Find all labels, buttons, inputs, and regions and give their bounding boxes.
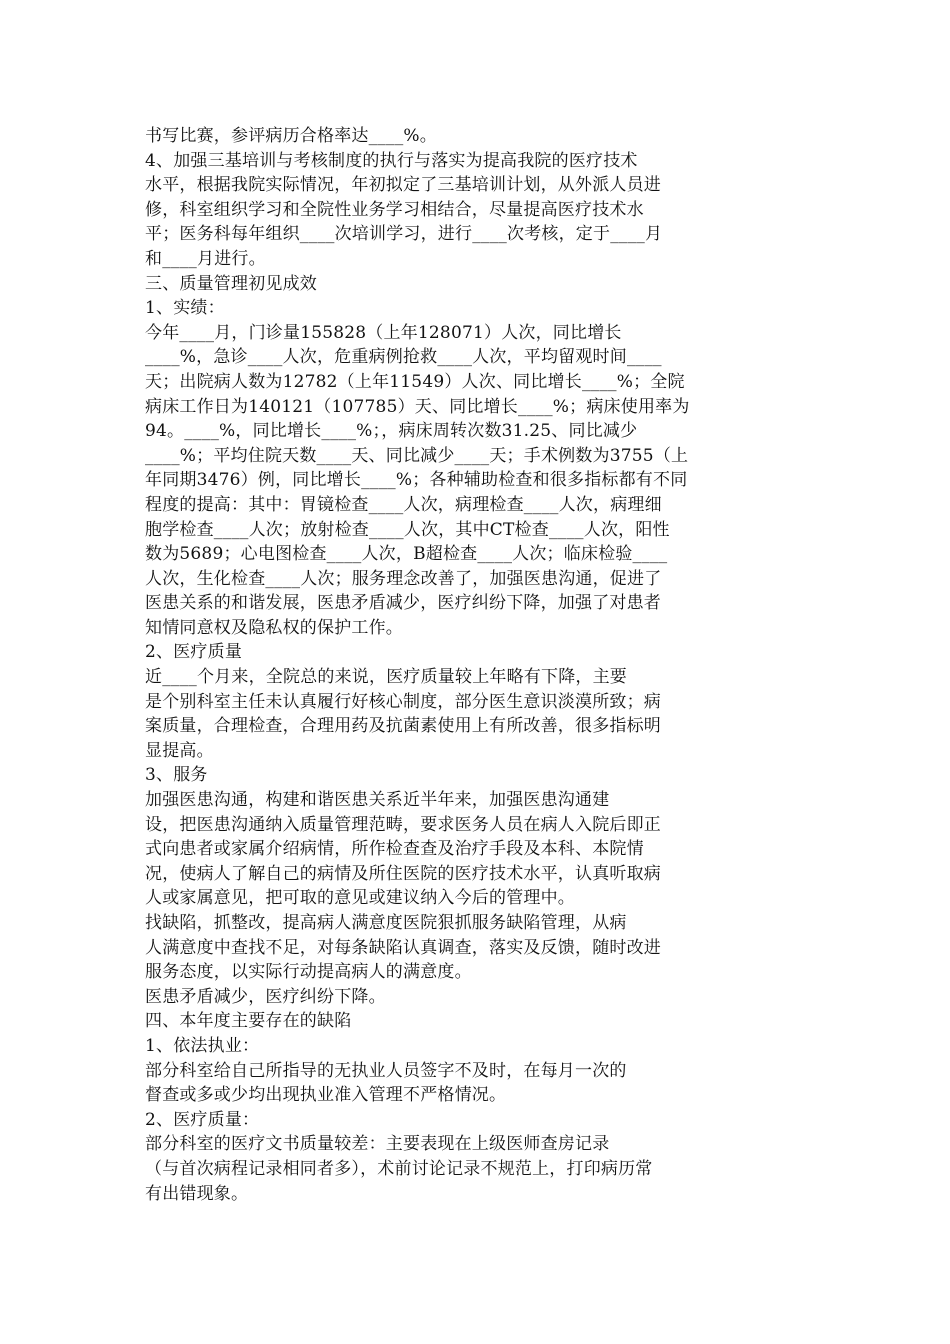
text-line: 和____月进行。 [145,248,266,269]
text-line: 平；医务科每年组织____次培训学习，进行____次考核，定于____月 [145,224,663,245]
text-line: 知情同意权及隐私权的保护工作。 [145,617,403,638]
text-line: 近____个月来，全院总的来说，医疗质量较上年略有下降，主要 [145,667,627,688]
text-line: 案质量，合理检查，合理用药及抗菌素使用上有所改善，很多指标明 [145,716,661,737]
text-line: 今年____月，门诊量155828（上年128071）人次，同比增长 [145,322,622,343]
text-line: 数为5689；心电图检查____人次，B超检查____人次；临床检验____ [145,544,668,565]
text-line: 人满意度中查找不足，对每条缺陷认真调查，落实及反馈，随时改进 [145,937,661,958]
text-line: ____%；平均住院天数____天、同比减少____天；手术例数为3755（上 [145,445,689,466]
text-line: 显提高。 [145,740,214,761]
text-line: 94。____%，同比增长____%；，病床周转次数31.25、同比减少 [145,421,638,442]
text-line: 有出错现象。 [145,1183,249,1204]
text-line: 医患关系的和谐发展，医患矛盾减少，医疗纠纷下降，加强了对患者 [145,593,661,614]
text-line: 胞学检查____人次；放射检查____人次，其中CT检查____人次，阳性 [145,519,670,540]
text-line: 设，把医患沟通纳入质量管理范畴，要求医务人员在病人入院后即正 [145,814,661,835]
subsection-heading: 3、服务 [145,765,208,786]
subsection-heading: 1、实绩： [145,298,225,319]
text-line: ____%，急诊____人次，危重病例抢救____人次，平均留观时间____ [145,347,662,368]
text-line: 况，使病人了解自己的病情及所住医院的医疗技术水平，认真听取病 [145,863,661,884]
text-line: 服务态度，以实际行动提高病人的满意度。 [145,962,472,983]
text-line: （与首次病程记录相同者多），术前讨论记录不规范上，打印病历常 [145,1158,653,1179]
text-line: 水平，根据我院实际情况，年初拟定了三基培训计划，从外派人员进 [145,175,661,196]
text-line: 督查或多或少均出现执业准入管理不严格情况。 [145,1085,507,1106]
text-line: 找缺陷，抓整改，提高病人满意度医院狠抓服务缺陷管理，从病 [145,913,627,933]
text-line: 式向患者或家属介绍病情，所作检查查及治疗手段及本科、本院情 [145,839,644,860]
text-line: 程度的提高：其中：胃镜检查____人次，病理检查____人次，病理细 [145,494,662,515]
text-line: 年同期3476）例，同比增长____%；各种辅助检查和很多指标都有不同 [145,470,688,491]
section-heading: 三、质量管理初见成效 [145,273,317,294]
text-line: 部分科室的医疗文书质量较差：主要表现在上级医师查房记录 [145,1134,610,1155]
text-line: 医患矛盾减少，医疗纠纷下降。 [145,986,386,1007]
text-line: 书写比赛，参评病历合格率达____%。 [145,126,437,146]
text-line: 病床工作日为140121（107785）天、同比增长____%；病床使用率为 [145,396,690,417]
text-line: 部分科室给自己所指导的无执业人员签字不及时，在每月一次的 [145,1060,627,1081]
subsection-heading: 2、医疗质量： [145,1109,260,1130]
subsection-heading: 2、医疗质量 [145,642,243,663]
text-line: 是个别科室主任未认真履行好核心制度，部分医生意识淡漠所致；病 [145,691,661,712]
text-line: 天；出院病人数为12782（上年11549）人次、同比增长____%；全院 [145,371,685,392]
text-line: 人次，生化检查____人次；服务理念改善了，加强医患沟通，促进了 [145,568,662,589]
text-line: 加强医患沟通，构建和谐医患关系近半年来，加强医患沟通建 [145,790,610,811]
text-line: 修，科室组织学习和全院性业务学习相结合，尽量提高医疗技术水 [145,199,644,220]
text-line: 人或家属意见，把可取的意见或建议纳入今后的管理中。 [145,888,575,909]
subsection-heading: 1、依法执业： [145,1035,260,1056]
text-line: 4、加强三基培训与考核制度的执行与落实为提高我院的医疗技术 [145,150,638,171]
document-body [145,124,745,1206]
section-heading: 四、本年度主要存在的缺陷 [145,1011,352,1032]
